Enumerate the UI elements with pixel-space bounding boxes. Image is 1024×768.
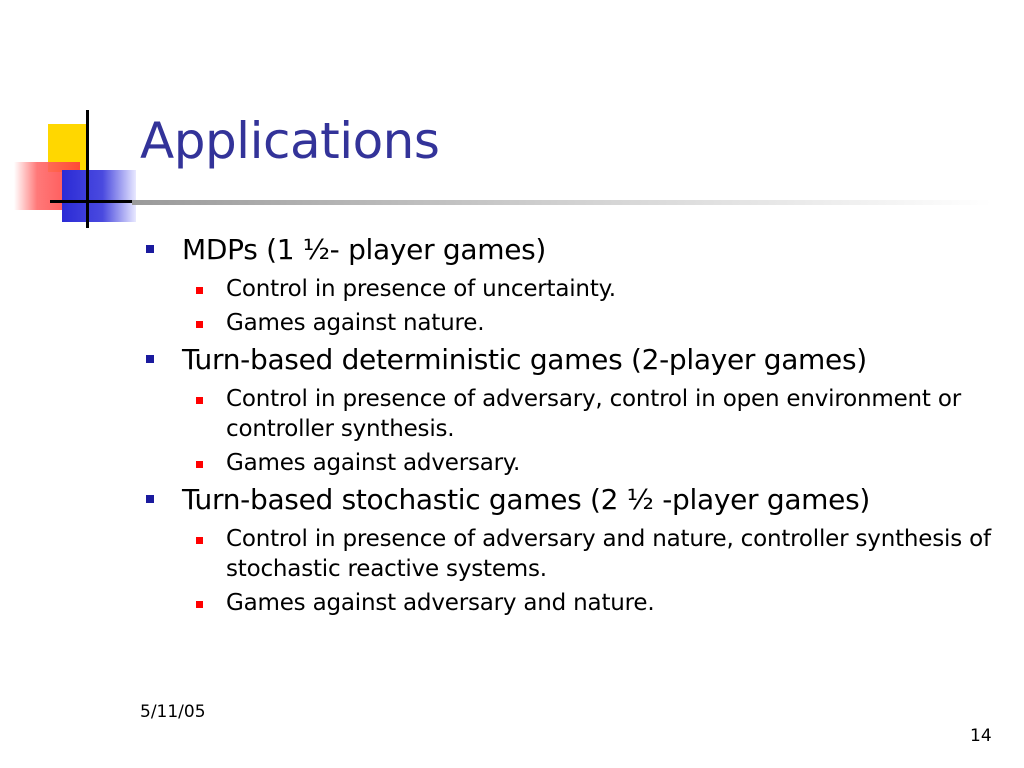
page-number: 14 bbox=[970, 726, 992, 746]
horizontal-line bbox=[50, 200, 140, 203]
sub-bullet-text: Control in presence of adversary, control in open environment or controller synthesis. bbox=[226, 386, 961, 442]
bullet-item bbox=[144, 480, 994, 520]
sub-bullet-text: Games against adversary. bbox=[226, 450, 521, 476]
square-bullet-icon bbox=[146, 245, 154, 253]
square-bullet-icon bbox=[196, 537, 203, 544]
blue-square bbox=[62, 170, 136, 222]
sub-bullet-item bbox=[144, 384, 994, 444]
bullet-text: Turn-based stochastic games (2 ½ -player games) bbox=[182, 483, 870, 516]
sub-bullet-text: Control in presence of adversary and nature, controller synthesis of stochastic reactive systems. bbox=[226, 526, 991, 582]
bullet-text: MDPs (1 ½- player games) bbox=[182, 233, 547, 266]
square-bullet-icon bbox=[196, 461, 203, 468]
sub-bullet-text: Games against adversary and nature. bbox=[226, 590, 655, 616]
sub-bullet-item bbox=[144, 308, 994, 338]
square-bullet-icon bbox=[196, 397, 203, 404]
footer-date: 5/11/05 bbox=[140, 702, 206, 722]
square-bullet-icon bbox=[196, 601, 203, 608]
sub-bullet-item bbox=[144, 588, 994, 618]
sub-bullet-text: Games against nature. bbox=[226, 310, 485, 336]
bullet-text: Turn-based deterministic games (2-player games) bbox=[182, 343, 867, 376]
square-bullet-icon bbox=[146, 495, 154, 503]
vertical-line bbox=[86, 110, 89, 228]
title-underline-rule bbox=[132, 200, 992, 205]
bullet-item bbox=[144, 340, 994, 380]
square-bullet-icon bbox=[146, 355, 154, 363]
square-bullet-icon bbox=[196, 321, 203, 328]
sub-bullet-text: Control in presence of uncertainty. bbox=[226, 276, 616, 302]
sub-bullet-item bbox=[144, 448, 994, 478]
square-bullet-icon bbox=[196, 287, 203, 294]
sub-bullet-item bbox=[144, 274, 994, 304]
sub-bullet-item bbox=[144, 524, 994, 584]
slide-title: Applications bbox=[140, 112, 440, 170]
bullet-list bbox=[144, 228, 994, 618]
bullet-item bbox=[144, 230, 994, 270]
